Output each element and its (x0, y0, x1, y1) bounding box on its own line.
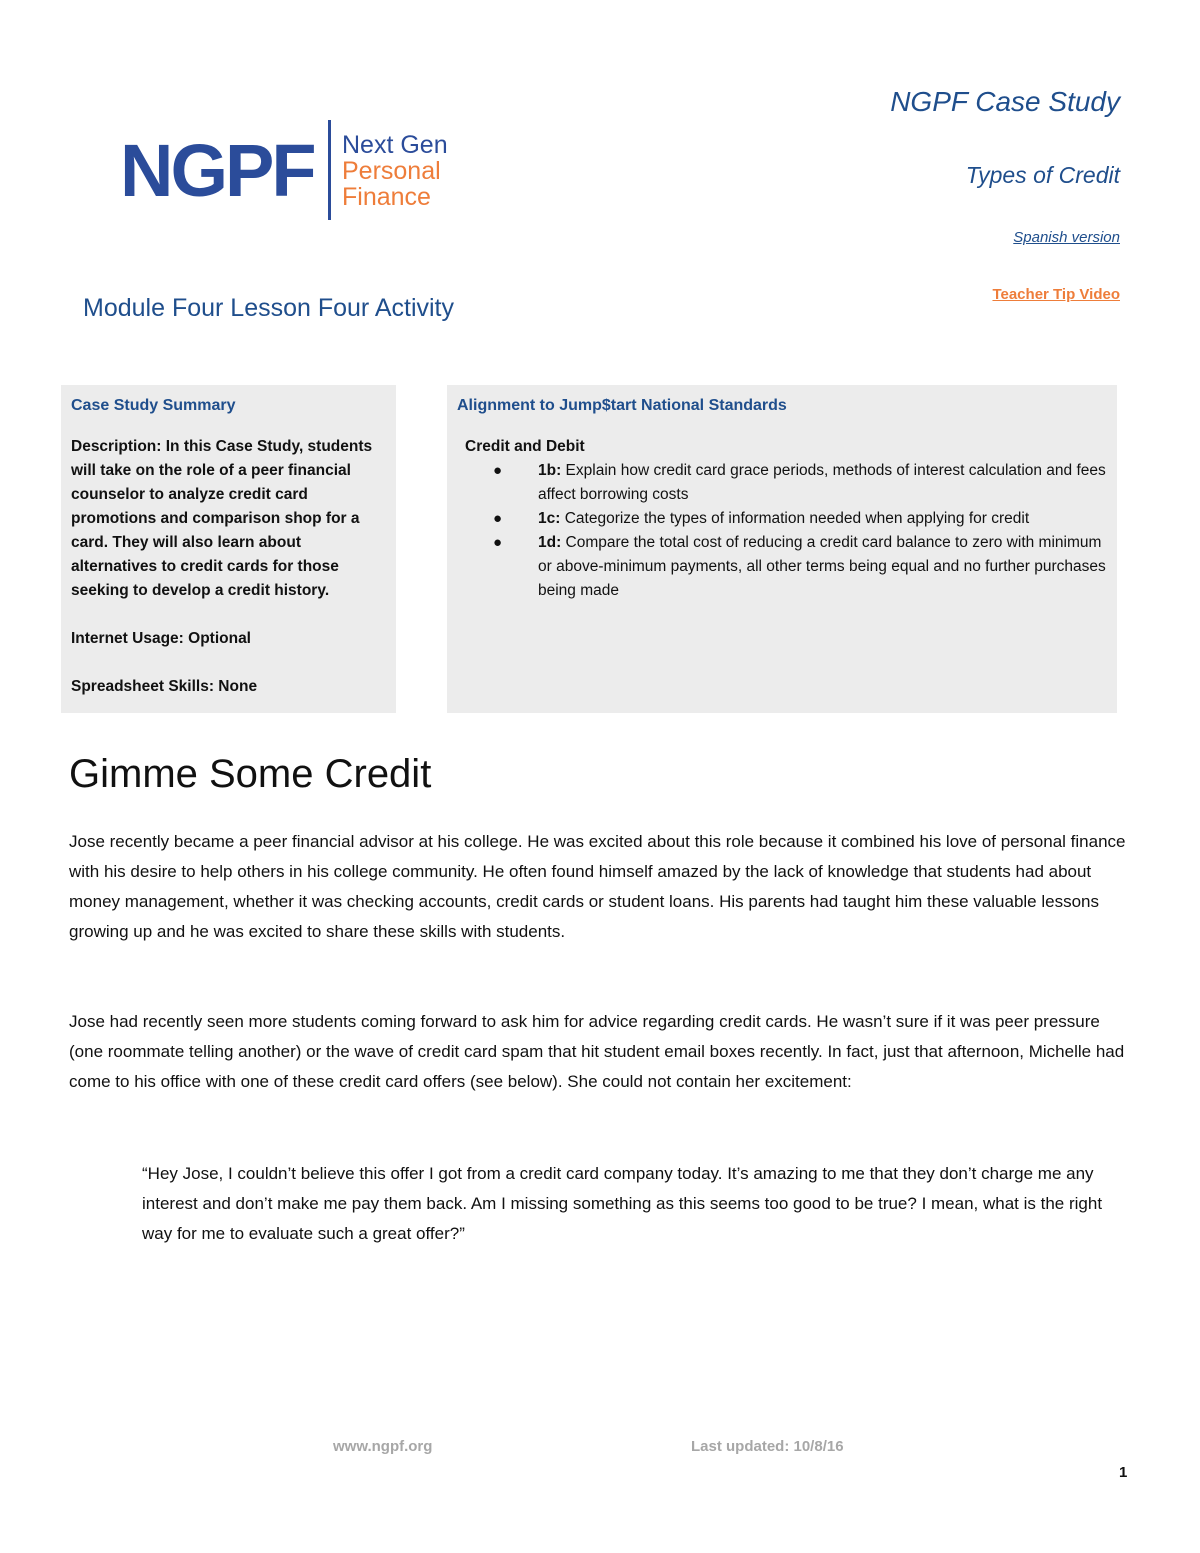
footer-url[interactable]: www.ngpf.org (333, 1438, 433, 1455)
spanish-version-link[interactable]: Spanish version (1013, 229, 1120, 246)
page-number: 1 (1119, 1464, 1128, 1481)
bullet-icon: ● (493, 462, 503, 479)
logo-line-3: Finance (342, 183, 431, 211)
standards-category: Credit and Debit (465, 438, 585, 455)
standard-code: 1c: (538, 510, 561, 527)
story-paragraph-1: Jose recently became a peer financial advisor at his college. He was excited about this role because it combined his love of personal finance with his desire to help others in his college community. He often found himself amazed by the lack of knowledge that students had about money management, whether it was checking accounts, credit cards or student loans. His parents had taught him these valuable lessons growing up and he was excited to share these skills with students. (69, 832, 1126, 941)
footer-last-updated: Last updated: 10/8/16 (691, 1438, 844, 1455)
standard-item (493, 531, 1107, 603)
module-title: Module Four Lesson Four Activity (83, 294, 454, 322)
case-study-topic: Types of Credit (965, 162, 1120, 188)
summary-internet-usage: Internet Usage: Optional (71, 630, 251, 647)
bullet-icon: ● (493, 510, 503, 527)
michelle-quote: “Hey Jose, I couldn’t believe this offer I got from a credit card company today. It’s amazing to me that they don’t charge me any interest and don’t make me pay them back. Am I missing something as this seems too good to be true? I mean, what is the right way for me to evaluate such a great offer?” (142, 1164, 1103, 1243)
logo-divider (328, 120, 331, 220)
story-paragraph-2: Jose had recently seen more students coming forward to ask him for advice regarding credit cards. He wasn’t sure if it was peer pressure (one roommate telling another) or the wave of credit card spam that hit student email boxes recently. In fact, just that afternoon, Michelle had come to his office with one of these credit card offers (see below). She could not contain her excitement: (69, 1012, 1125, 1091)
standard-text: Categorize the types of information needed when applying for credit (560, 510, 1030, 527)
bullet-icon: ● (493, 534, 503, 551)
case-study-label: NGPF Case Study (890, 86, 1120, 117)
standard-item (493, 459, 1107, 507)
standard-code: 1b: (538, 462, 562, 479)
logo-mark: NGPF (120, 129, 314, 212)
case-title: Gimme Some Credit (69, 752, 432, 796)
summary-spreadsheet-skills: Spreadsheet Skills: None (71, 678, 258, 695)
standard-text: Compare the total cost of reducing a credit card balance to zero with minimum or above-minimum payments, all other terms being equal and no further purchases being made (538, 534, 1106, 599)
logo-wordmark (342, 132, 448, 210)
standard-text: Explain how credit card grace periods, methods of interest calculation and fees affect borrowing costs (538, 462, 1106, 503)
logo-line-1: Next Gen (342, 131, 448, 159)
standard-item (493, 507, 1107, 531)
standards-alignment-box (447, 385, 1117, 713)
ngpf-logo (120, 118, 460, 223)
case-study-summary-box (61, 385, 396, 713)
alignment-heading: Alignment to Jump$tart National Standards (457, 397, 787, 414)
summary-heading: Case Study Summary (71, 397, 236, 414)
logo-line-2: Personal (342, 157, 441, 185)
standard-code: 1d: (538, 534, 562, 551)
summary-description: Description: In this Case Study, students will take on the role of a peer financial counselor to analyze credit card promotions and comparison shop for a card. They will also learn about alternatives to credit cards for those seeking to develop a credit history. (71, 438, 373, 599)
standards-list (457, 459, 1107, 603)
teacher-tip-video-link[interactable]: Teacher Tip Video (992, 286, 1120, 303)
